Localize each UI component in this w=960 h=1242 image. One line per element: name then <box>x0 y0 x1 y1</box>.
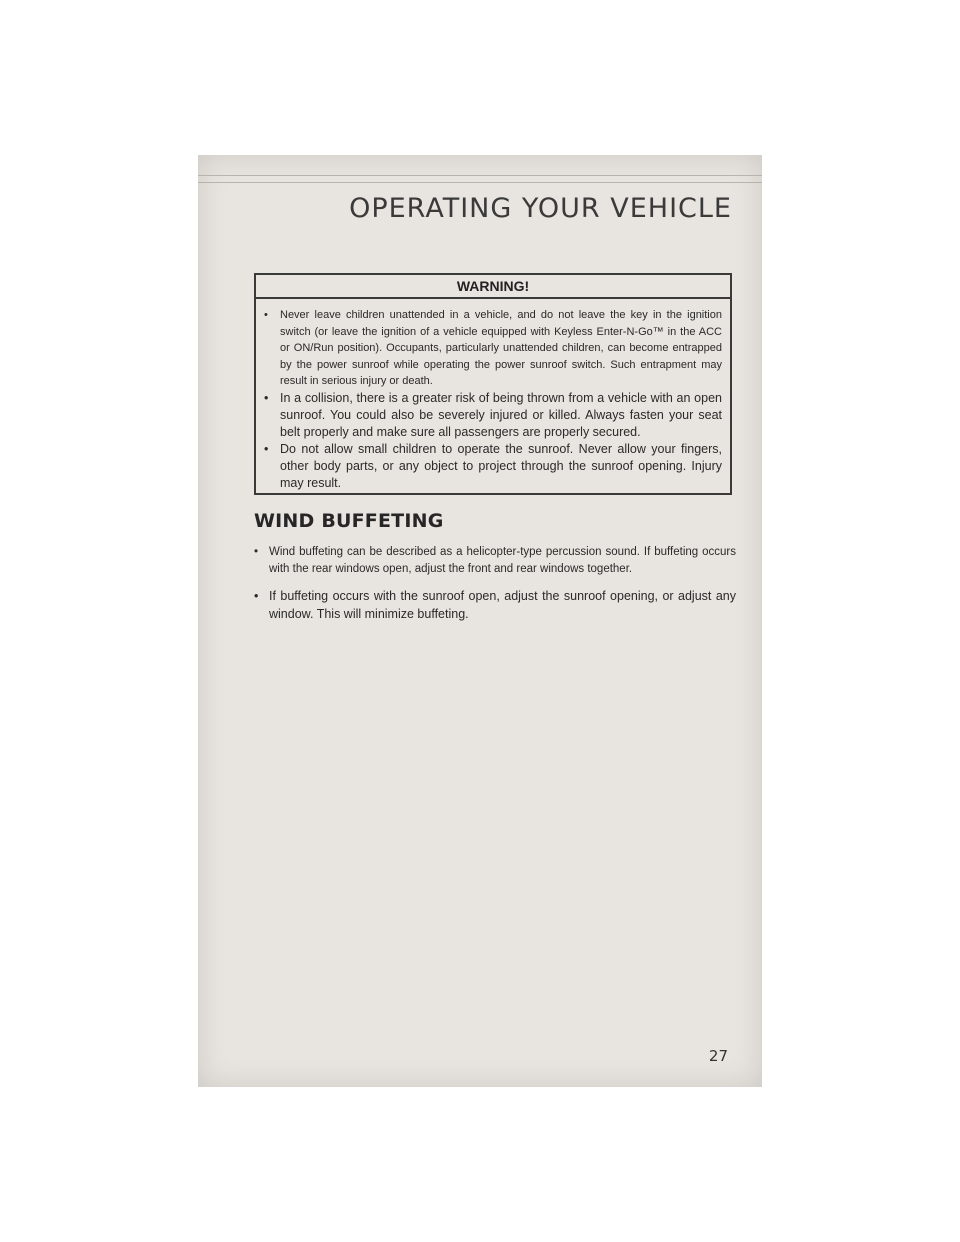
warning-list <box>256 299 730 492</box>
body-item-text: Wind buffeting can be described as a helicopter-type percussion sound. If buffeting occurs with the rear windows open, adjust the front and rear windows together. <box>269 546 736 575</box>
body-item <box>254 587 736 623</box>
section-heading: WIND BUFFETING <box>254 510 444 532</box>
bullet-icon: • <box>254 546 259 558</box>
body-list <box>254 544 736 623</box>
bullet-icon: • <box>254 589 259 603</box>
warning-item-text: In a collision, there is a greater risk of being thrown from a vehicle with an open sunroof. You could also be severely injured or killed. Always fasten your seat belt properly and make sure all passengers are properly secured. <box>280 390 722 439</box>
manual-page <box>198 155 762 1087</box>
warning-item-text: Never leave children unattended in a vehicle, and do not leave the key in the ignition switch (or leave the ignition of a vehicle equipped with Keyless Enter-N-Go™ in the ACC or ON/Run position). Occupants, particularly unattended children, can become entrapped by the power sunroof while operating the power sunroof switch. Such entrapment may result in serious injury or death. <box>280 309 722 387</box>
warning-item <box>264 441 722 492</box>
warning-box <box>254 273 732 495</box>
header-rule <box>198 175 762 176</box>
bullet-icon: • <box>264 390 269 405</box>
section-title: OPERATING YOUR VEHICLE <box>349 193 732 224</box>
bullet-icon: • <box>264 309 268 321</box>
bullet-icon: • <box>264 441 269 456</box>
page-number: 27 <box>708 1047 728 1065</box>
warning-item <box>264 307 722 390</box>
body-item <box>254 544 736 578</box>
warning-item-text: Do not allow small children to operate the sunroof. Never allow your fingers, other body parts, or any object to project through the sunroof opening. Injury may result. <box>280 441 722 490</box>
body-item-text: If buffeting occurs with the sunroof open, adjust the sunroof opening, or adjust any window. This will minimize buffeting. <box>269 589 736 621</box>
warning-title: WARNING! <box>256 275 730 299</box>
header-rule-secondary <box>198 182 762 183</box>
warning-item <box>264 390 722 441</box>
